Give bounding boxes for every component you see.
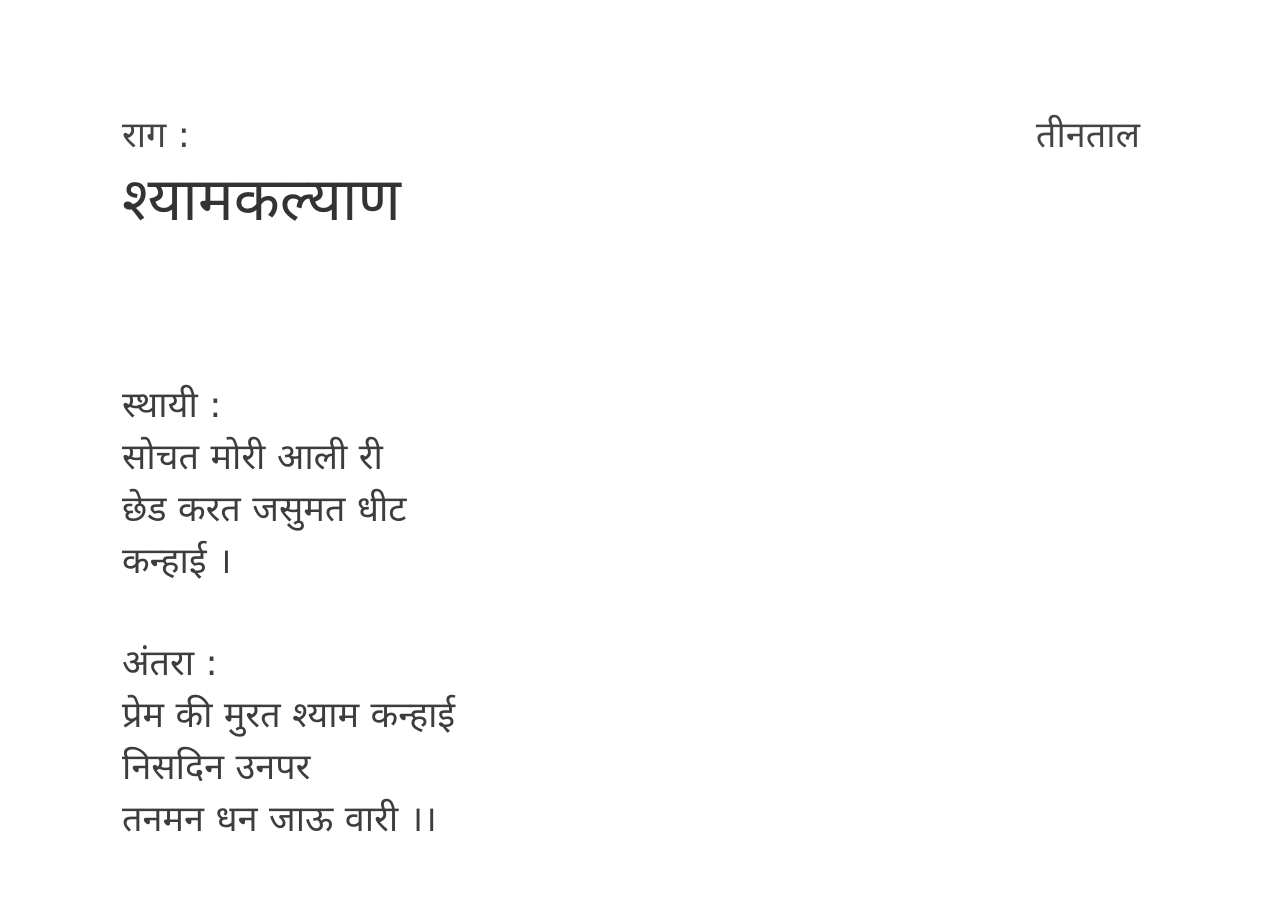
taal-label: तीनताल [1035,115,1140,156]
raag-label: राग : [122,115,190,156]
sthayi-line: सोचत मोरी आली री [122,437,383,478]
raag-name: श्यामकल्याण [122,165,401,235]
antara-label: अंतरा : [122,643,218,684]
sthayi-label: स्थायी : [122,385,222,426]
antara-line: निसदिन उनपर [122,747,311,788]
header [122,112,1140,238]
sthayi-line: कन्हाई । [122,541,232,582]
antara-line: प्रेम की मुरत श्याम कन्हाई [122,695,456,736]
antara-section [122,638,455,846]
antara-line: तनमन धन जाऊ वारी ।। [122,799,437,840]
sthayi-line: छेड करत जसुमत धीट [122,489,407,530]
sthayi-section [122,380,406,588]
